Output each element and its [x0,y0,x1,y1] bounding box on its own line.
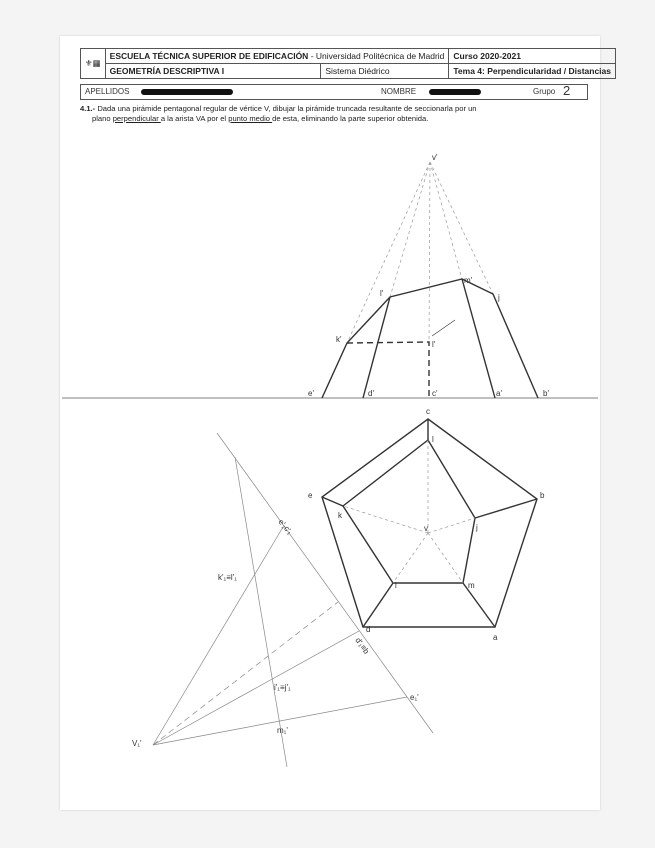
school-name: ESCUELA TÉCNICA SUPERIOR DE EDIFICACIÓN [109,51,309,61]
aux-ij: i'₁≡j'₁ [274,683,291,692]
topic: Tema 4: Perpendicularidad / Distancias [449,64,616,79]
university-name: - Universidad Politécnica de Madrid [308,51,445,61]
group-label: Grupo [533,87,556,96]
aux-kl: k'₁≡l'₁ [218,573,237,582]
aux-db: d'₁≡b [353,635,371,656]
course: Curso 2020-2021 [449,49,616,64]
plan-i: i [395,581,397,590]
aux-v1: V₁' [132,739,142,748]
plan-pyramid [322,419,537,627]
plan-d: d [366,625,371,634]
plan-a: a [493,633,498,642]
plan-v: v [424,524,428,533]
t2u1: perpendicular [112,114,161,123]
surname-label: APELLIDOS [85,87,130,96]
plan-j: j [476,523,478,532]
task-line1: Dada una pirámide pentagonal regular de vértice V, dibujar la pirámide truncada resultante de seccionarla por un [95,104,477,113]
label-a: a' [496,389,502,398]
label-b: b' [543,389,549,398]
plan-k: k [338,511,342,520]
label-j: j [498,293,500,302]
t2b: a la arista VA por el [160,114,229,123]
t2u2: punto medio [228,114,273,123]
label-k: k' [336,335,342,344]
label-d: d' [368,389,374,398]
elevation-hidden-edges [347,162,493,343]
plan-b: b [540,491,545,500]
subject: GEOMETRÍA DESCRIPTIVA I [105,64,321,79]
name-label: NOMBRE [381,87,417,96]
plan-c: c [426,407,430,416]
system: Sistema Diédrico [321,64,449,79]
t2a: plano [92,114,113,123]
label-l: l' [380,289,384,298]
group-value: 2 [563,83,571,98]
label-v: v' [432,153,438,162]
plan-hidden-edges [343,440,475,583]
aux-m1: m₁' [277,726,288,735]
label-l2: l' [432,340,436,349]
plan-m: m [468,581,475,590]
label-e: e' [308,389,314,398]
plan-l: l [432,435,434,444]
plan-e: e [308,491,313,500]
school-logo: ⚜▦ [81,49,106,79]
task-number: 4.1.- [80,104,96,113]
label-c: c' [432,389,438,398]
label-m: m' [464,276,473,285]
aux-ec: e'₁c'₁ [276,517,295,537]
aux-e1: e₁' [410,693,419,702]
auxiliary-view [153,433,433,767]
elevation-truncated-pyramid [322,279,538,398]
t2c: de esta, eliminando la parte superior obtenida. [272,114,429,123]
